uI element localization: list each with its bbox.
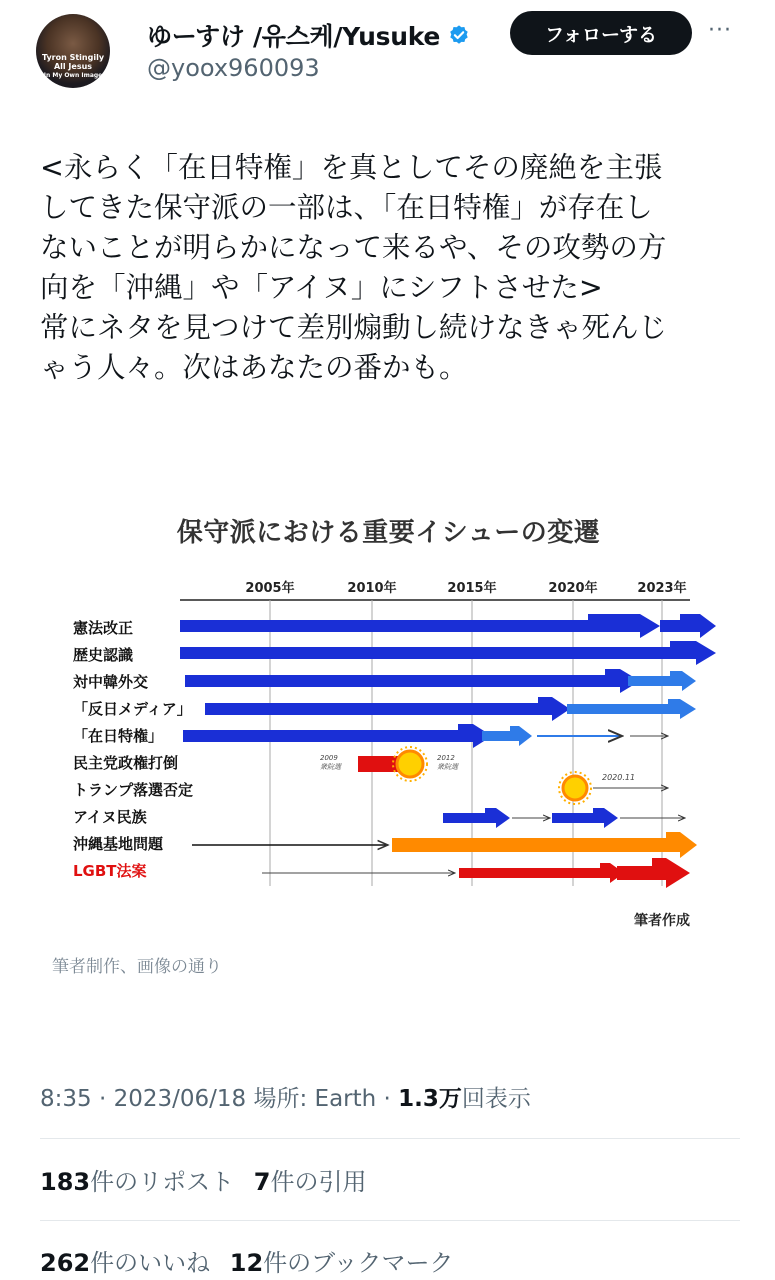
figure-title: 保守派における重要イシューの変遷 <box>176 518 601 548</box>
divider <box>40 1138 740 1139</box>
issue-arrow <box>185 669 640 693</box>
avatar-caption <box>36 53 110 80</box>
annotation-2009-sub: 衆院選 <box>320 763 341 771</box>
row-label: 「在日特権」 <box>73 727 164 745</box>
annotation-2009: 2009 <box>320 754 338 762</box>
bookmarks-label: 件のブックマーク <box>263 1249 454 1277</box>
year-label: 2005年 <box>245 581 295 596</box>
quotes-count: 7 <box>253 1168 271 1196</box>
row-label: 民主党政権打倒 <box>73 754 179 772</box>
separator-dot: · <box>383 1086 399 1112</box>
divider <box>40 1220 740 1221</box>
row-label: トランプ落選否定 <box>73 781 194 799</box>
reposts-label: 件のリポスト <box>90 1168 235 1196</box>
quotes-label: 件の引用 <box>270 1168 367 1196</box>
sun-icon <box>559 772 591 804</box>
avatar-caption-line: In My Own Image <box>43 72 103 79</box>
quotes-stat[interactable] <box>254 1162 367 1197</box>
views-count: 1.3万 <box>398 1086 462 1112</box>
verified-badge-icon <box>448 24 470 46</box>
annotation-2012-sub: 衆院選 <box>437 763 458 771</box>
year-label: 2020年 <box>548 581 598 596</box>
views-label: 回表示 <box>461 1086 531 1112</box>
stats-row-likes <box>40 1243 465 1278</box>
likes-label: 件のいいね <box>90 1249 211 1277</box>
avatar-caption-line: Tyron Stingily <box>41 53 105 62</box>
likes-count: 262 <box>40 1249 91 1277</box>
avatar-caption-line: All Jesus <box>53 62 93 71</box>
likes-stat[interactable] <box>40 1243 210 1278</box>
annotation-2012: 2012 <box>437 754 455 762</box>
issue-arrow <box>660 614 716 638</box>
issue-arrow <box>482 726 532 746</box>
issue-arrow <box>392 832 697 858</box>
row-label: 憲法改正 <box>73 619 134 637</box>
reposts-count: 183 <box>40 1168 91 1196</box>
year-label: 2015年 <box>447 581 497 596</box>
issue-arrow <box>617 858 690 888</box>
sun-icon <box>393 747 427 781</box>
author-name[interactable]: ゆーすけ /유스케/Yusuke <box>147 22 441 51</box>
issue-arrow <box>567 699 696 719</box>
issue-arrow <box>459 863 624 883</box>
figure-credit: 筆者作成 <box>634 913 690 929</box>
reposts-stat[interactable] <box>40 1162 234 1197</box>
issue-arrow <box>205 697 570 721</box>
image-caption: 筆者制作、画像の通り <box>52 957 222 977</box>
issue-arrow <box>443 808 510 828</box>
row-label: 沖縄基地問題 <box>73 835 164 853</box>
avatar[interactable] <box>36 14 110 88</box>
author-name-row[interactable] <box>147 15 470 55</box>
year-label: 2010年 <box>347 581 397 596</box>
bookmarks-stat[interactable] <box>230 1243 454 1278</box>
issue-timeline-diagram <box>40 490 737 940</box>
annotation-2020: 2020.11 <box>602 773 636 782</box>
issue-arrow <box>552 808 618 828</box>
tweet-time[interactable]: 8:35 <box>40 1086 92 1112</box>
row-label: アイヌ民族 <box>73 808 147 826</box>
tweet-text: <永らく「在日特権」を真としてその廃絶を主張 してきた保守派の一部は、「在日特権」が存在し ないことが明らかになって来るや、その攻勢の方 向を「沖縄」や「アイヌ」にシフトさせた> 常にネタを見つけて差別煽動し続けなきゃ死んじ ゃう人々。次はあなたの番かも。 <box>40 151 668 384</box>
bookmarks-count: 12 <box>229 1249 264 1277</box>
row-label: 「反日メディア」 <box>73 700 192 718</box>
year-label: 2023年 <box>637 581 687 596</box>
separator-dot: · <box>98 1086 114 1112</box>
more-options-icon[interactable]: ··· <box>708 18 732 43</box>
tweet-meta <box>40 1080 531 1113</box>
row-label-highlight: LGBT法案 <box>73 862 147 880</box>
tweet-location[interactable]: 場所: Earth <box>253 1086 377 1112</box>
author-handle[interactable]: @yoox960093 <box>147 54 320 82</box>
tweet-image[interactable] <box>40 490 737 940</box>
issue-arrow <box>183 724 492 748</box>
issue-arrow <box>180 641 716 665</box>
stats-row-reposts <box>40 1162 378 1197</box>
row-label: 対中韓外交 <box>73 673 149 691</box>
follow-button[interactable]: フォローする <box>510 11 692 55</box>
tweet-date[interactable]: 2023/06/18 <box>113 1086 247 1112</box>
row-label: 歴史認識 <box>73 646 134 664</box>
issue-arrow <box>180 614 660 638</box>
